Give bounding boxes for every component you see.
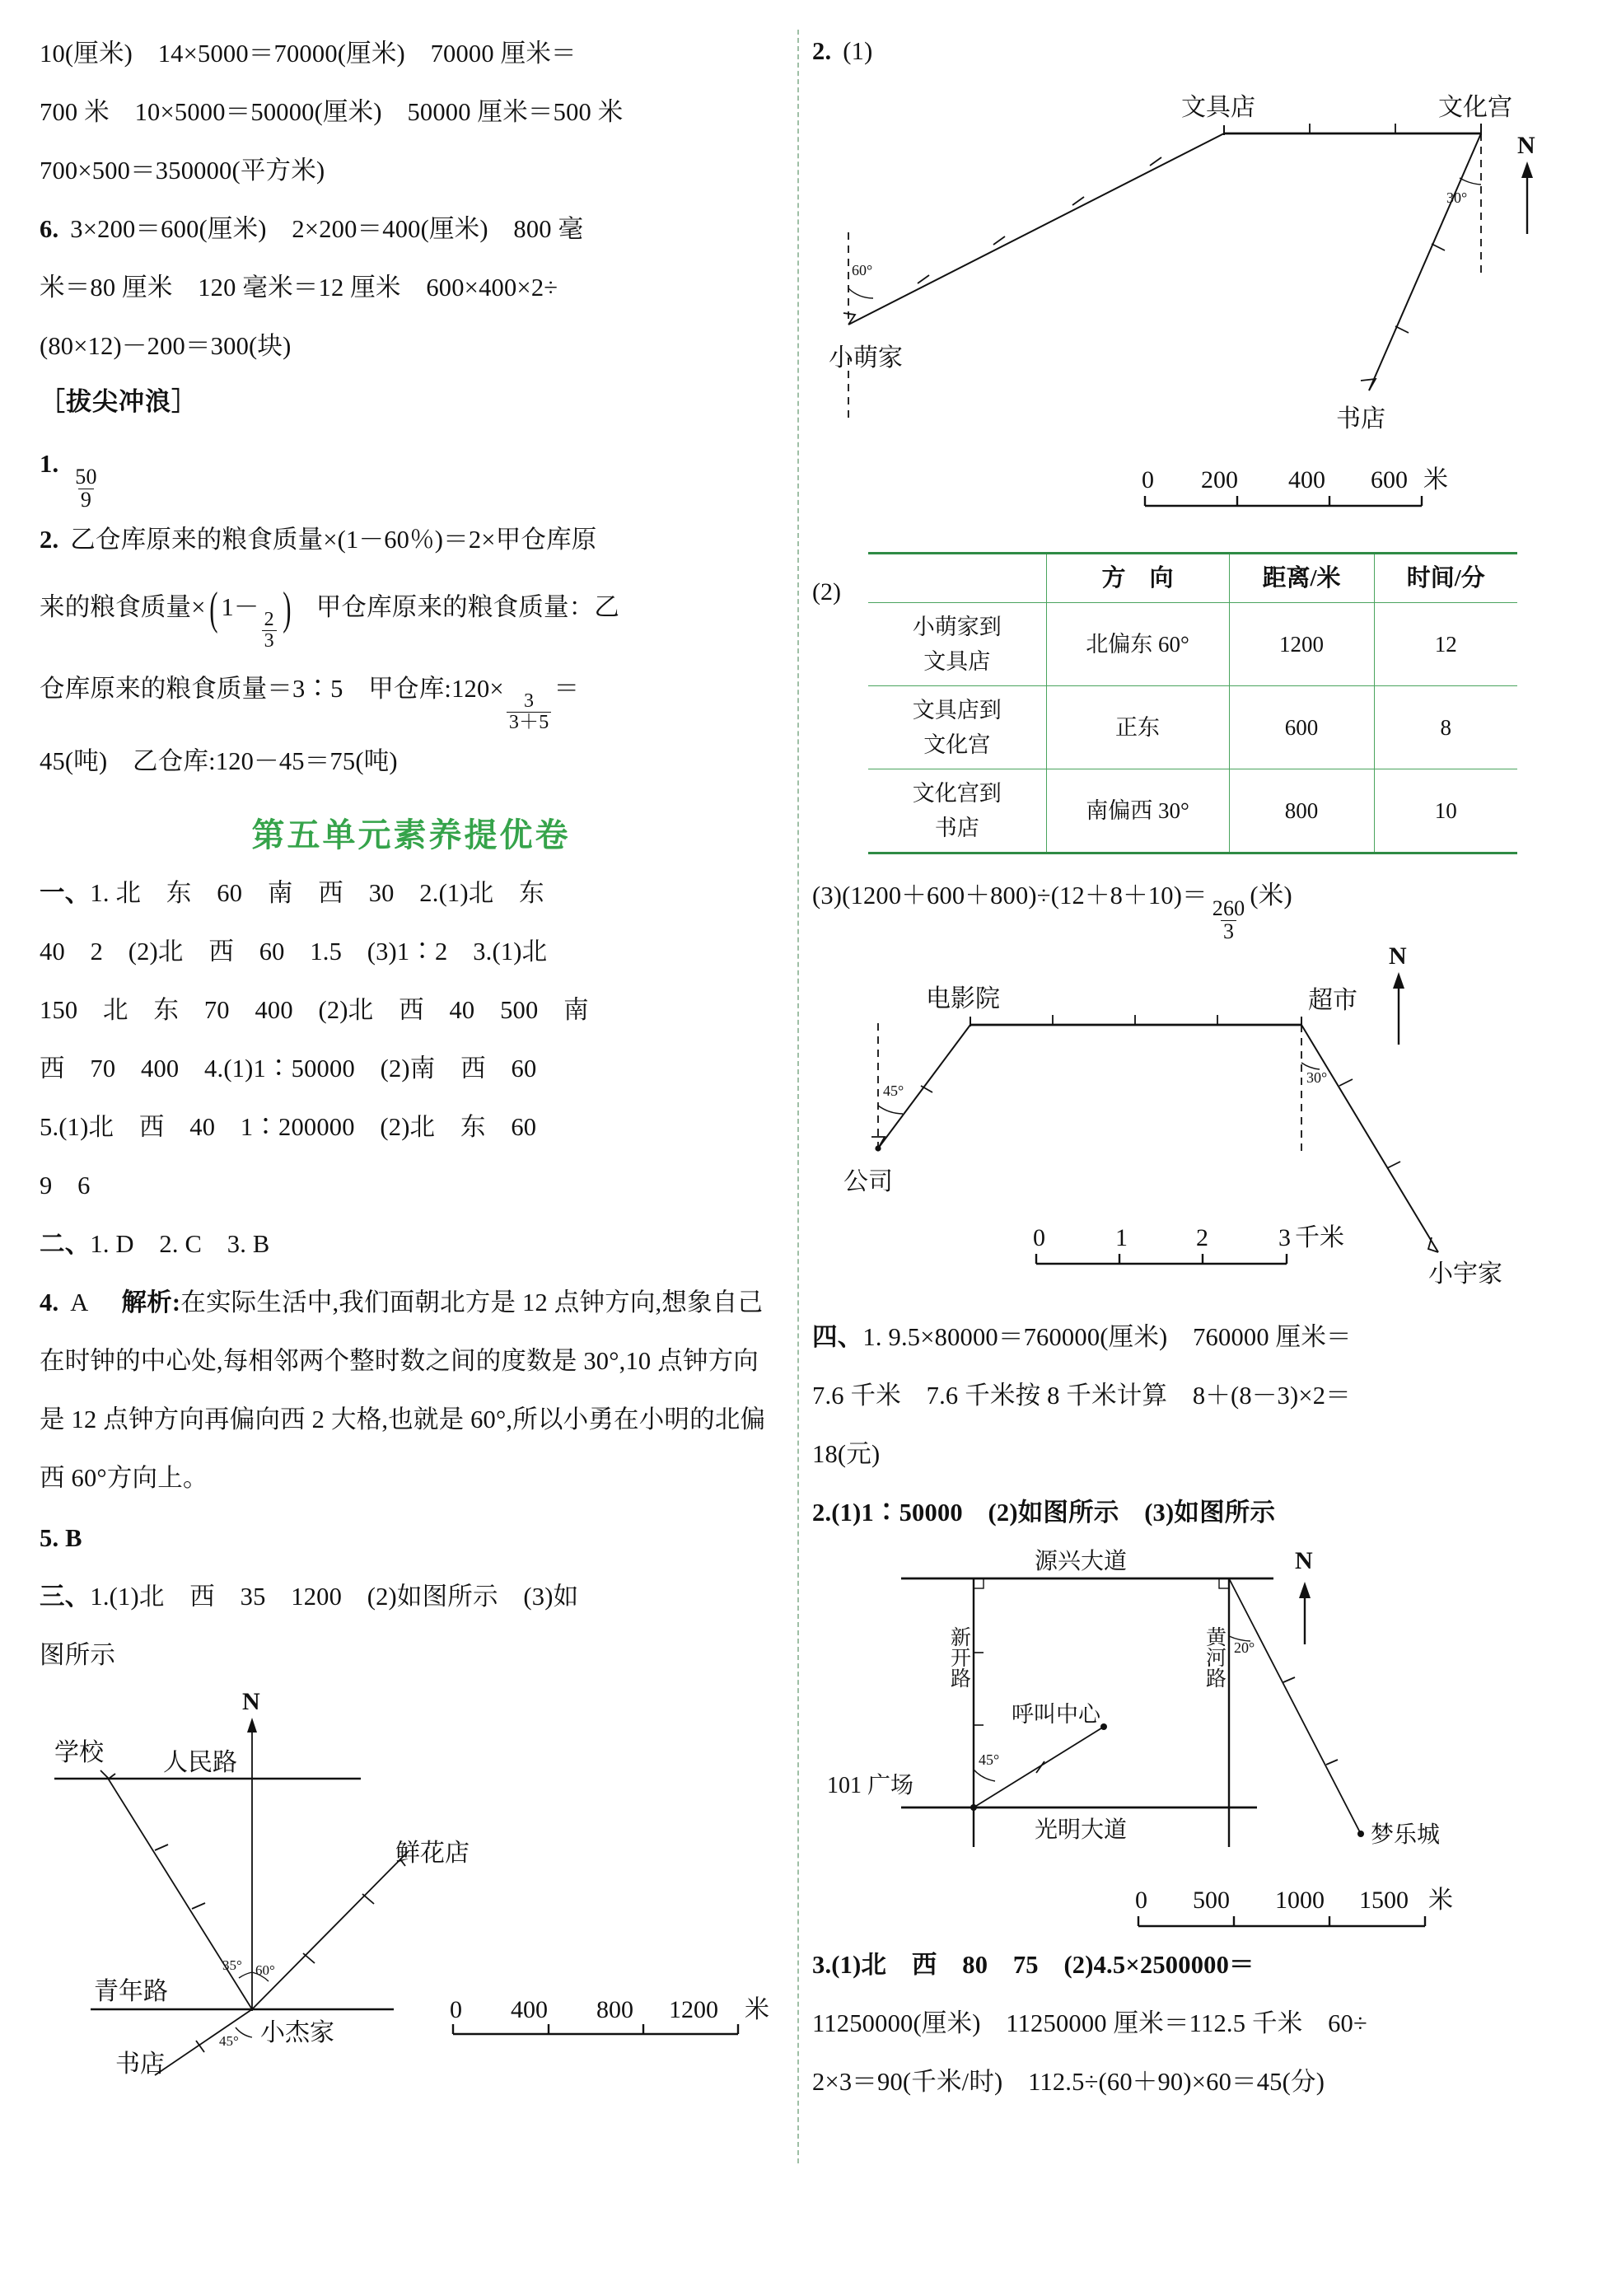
- figure-xiaojie-map: [40, 1688, 783, 2079]
- label-101-square: 101 广场: [827, 1773, 914, 1799]
- angle-30: 30°: [1446, 189, 1468, 206]
- angle-45: 45°: [979, 1751, 1000, 1769]
- section-1-line: 5.(1)北 西 40 1∶200000 (2)北 东 60: [40, 1113, 537, 1142]
- angle-60: 60°: [255, 1962, 275, 1979]
- table-row: [868, 769, 1517, 853]
- item-text: (80×12)－200＝300(块): [40, 332, 292, 360]
- label-xiaoyu-home: 小宇家: [1428, 1260, 1502, 1288]
- th-route: [868, 554, 1046, 603]
- scale-tick-1500: 1500: [1359, 1887, 1409, 1915]
- item-number: 1.: [40, 450, 59, 478]
- item-2-header: [812, 25, 1555, 77]
- route-line: 文化宫: [923, 732, 991, 757]
- scale-tick-1000: 1000: [1275, 1887, 1325, 1915]
- label-school: 学校: [54, 1739, 104, 1767]
- section-marker: 四、: [812, 1323, 863, 1352]
- item-text: 3×200＝600(厘米) 2×200＝400(厘米) 800 毫: [70, 215, 584, 243]
- route-line: 小萌家到: [912, 615, 1002, 639]
- analysis-label: 解析:: [121, 1288, 181, 1317]
- item-text: 乙仓库原来的粮食质量×(1－60％)＝2×甲仓库原: [70, 526, 597, 554]
- section-4-item-2: [812, 1484, 1555, 1542]
- expression-text: (3)(1200＋600＋800)÷(12＋8＋10)＝: [812, 881, 1208, 910]
- item-3-answer-line: [812, 1936, 1555, 1994]
- item-text: 仓库原来的粮食质量＝3∶5 甲仓库:120×: [40, 675, 504, 704]
- label-yuanxing-avenue: 源兴大道: [1035, 1549, 1128, 1575]
- cell-distance: 800: [1229, 769, 1374, 853]
- scale-bar: [1135, 1887, 1453, 1926]
- section-marker: 二、: [40, 1230, 91, 1259]
- table-label: (2): [812, 578, 841, 606]
- figure-city-roads-scale: [812, 1878, 1555, 1936]
- section-2-q4: [40, 1274, 783, 1508]
- bajian-item-2-line4: 45(吨) 乙仓库:120－45＝75(吨): [40, 747, 398, 776]
- section-3-line: [40, 1568, 783, 1626]
- figure-xiaoyu-map: [812, 938, 1555, 1308]
- scale-tick-600: 600: [1371, 466, 1408, 493]
- item-number: 2.: [40, 526, 59, 554]
- item-number: 4.: [40, 1288, 59, 1317]
- cell-route: [868, 686, 1046, 769]
- route-line: 文具店: [923, 649, 991, 674]
- section-text: 1. 北 东 60 南 西 30 2.(1)北 东: [90, 879, 544, 908]
- angle-45: 45°: [883, 1083, 904, 1100]
- scale-bar: [1033, 1224, 1344, 1264]
- item-text: 米＝80 厘米 120 毫米＝12 厘米 600×400×2÷: [40, 274, 558, 302]
- label-stationery-shop: 文具店: [1181, 94, 1255, 121]
- label-company: 公司: [843, 1168, 893, 1196]
- item-3-answer-line: 11250000(厘米) 11250000 厘米＝112.5 千米 60÷: [812, 2009, 1367, 2038]
- fraction-2-3: $\frac{2}{3}$: [262, 610, 277, 651]
- scale-tick-0: 0: [1135, 1887, 1147, 1915]
- scale-tick-200: 200: [1201, 466, 1238, 493]
- north-label: N: [242, 1688, 260, 1716]
- route-line: 文化宫到: [912, 781, 1002, 806]
- figure-xiaomeng-map: [812, 77, 1555, 547]
- item-6: [40, 200, 783, 259]
- expression-unit: (米): [1250, 881, 1292, 910]
- angle-30: 30°: [1306, 1069, 1328, 1087]
- scale-bar: [1142, 466, 1448, 506]
- section-2-line: [40, 1215, 783, 1274]
- cell-distance: 600: [1229, 686, 1374, 769]
- cell-direction: 北偏东 60°: [1046, 603, 1229, 686]
- answer-line: 700 米 10×5000＝50000(厘米) 50000 厘米＝500 米: [40, 98, 624, 126]
- scale-unit: 米: [1428, 1887, 1453, 1915]
- scale-bar: [450, 1996, 769, 2034]
- answer-letter: A: [70, 1288, 89, 1317]
- angle-20: 20°: [1234, 1639, 1255, 1657]
- item-2-3-line: [812, 854, 1555, 942]
- section-text: 1. 9.5×80000＝760000(厘米) 760000 厘米＝: [862, 1323, 1352, 1352]
- left-column: [40, 25, 783, 2280]
- column-divider: [797, 30, 799, 2163]
- equals: ＝: [554, 675, 580, 704]
- label-xinkai-road: 新开路: [947, 1626, 970, 1689]
- north-label: N: [1517, 132, 1535, 159]
- section-2-q5: [40, 1509, 783, 1568]
- scale-tick-800: 800: [596, 1996, 633, 2024]
- fraction-3-over-3plus5: $\frac{3}{3+5}$: [507, 691, 552, 732]
- label-supermarket: 超市: [1308, 987, 1357, 1015]
- label-cinema: 电影院: [926, 985, 1000, 1013]
- angle-60: 60°: [852, 262, 873, 278]
- label-renmin-road: 人民路: [163, 1749, 237, 1777]
- item-3-answer-line: 2×3＝90(千米/时) 112.5÷(60＋90)×60＝45(分): [812, 2068, 1325, 2097]
- label-guangming-avenue: 光明大道: [1035, 1817, 1128, 1844]
- section-4-line: 7.6 千米 7.6 千米按 8 千米计算 8＋(8－3)×2＝: [812, 1382, 1351, 1410]
- cell-time: 10: [1374, 769, 1517, 853]
- cell-route: [868, 603, 1046, 686]
- th-time: 时间/分: [1374, 554, 1517, 603]
- label-flower-shop: 鲜花店: [395, 1840, 470, 1868]
- cell-time: 8: [1374, 686, 1517, 769]
- answer-line: 10(厘米) 14×5000＝70000(厘米) 70000 厘米＝: [40, 40, 577, 68]
- table-row: [868, 686, 1517, 769]
- sub-number: (1): [843, 37, 873, 65]
- cell-direction: 南偏西 30°: [1046, 769, 1229, 853]
- section-marker: 一、: [40, 879, 91, 908]
- item-number: 2.: [812, 37, 832, 65]
- angle-35: 35°: [222, 1957, 242, 1974]
- table-header-row: [868, 554, 1517, 603]
- paper-title: 第五单元素养提优卷: [251, 816, 571, 854]
- th-direction: 方 向: [1046, 554, 1229, 603]
- section-text: 1.(1)北 西 35 1200 (2)如图所示 (3)如: [90, 1583, 579, 1611]
- cell-direction: 正东: [1046, 686, 1229, 769]
- north-label: N: [1295, 1547, 1313, 1575]
- item-text: 甲仓库原来的粮食质量：乙: [315, 593, 620, 622]
- distance-time-table: [868, 552, 1517, 854]
- angle-45: 45°: [219, 2033, 239, 2050]
- label-mengle-city: 梦乐城: [1371, 1822, 1441, 1849]
- fraction-50-9: $\frac{50}{9}$: [75, 465, 97, 512]
- item-text: 来的粮食质量×: [40, 593, 206, 622]
- section-3-line: 图所示: [40, 1641, 116, 1670]
- fraction-260-3: $\frac{260}{3}$: [1212, 896, 1245, 943]
- scale-tick-400: 400: [511, 1996, 548, 2024]
- item-text: 3.(1)北 西 80 75 (2)4.5×2500000＝: [812, 1951, 1255, 1980]
- label-culture-palace: 文化宫: [1438, 94, 1512, 121]
- section-text: 1. D 2. C 3. B: [90, 1230, 270, 1259]
- label-call-center: 呼叫中心: [1012, 1702, 1100, 1728]
- section-marker: 三、: [40, 1583, 91, 1611]
- cell-distance: 1200: [1229, 603, 1374, 686]
- th-distance: 距离/米: [1229, 554, 1374, 603]
- scale-tick-2: 2: [1196, 1224, 1208, 1252]
- section-heading-bajian: ［拔尖冲浪］: [40, 387, 198, 416]
- route-line: 文具店到: [912, 698, 1002, 722]
- scale-unit: 米: [1423, 466, 1448, 493]
- scale-unit: 千米: [1295, 1224, 1344, 1252]
- cell-route: [868, 769, 1046, 853]
- analysis-text: 在实际生活中,我们面朝北方是 12 点钟方向,想象自己在时钟的中心处,每相邻两个整时数之间的度数是 30°,10 点钟方向是 12 点钟方向再偏向西 2 大格,也就是 60°,所以小勇在小明的北偏西 60°方向上。: [40, 1288, 766, 1493]
- label-bookstore: 书店: [1336, 405, 1385, 433]
- section-1-line: 西 70 400 4.(1)1∶50000 (2)南 西 60: [40, 1054, 537, 1083]
- q5: 5. B: [40, 1524, 82, 1553]
- distance-time-table-wrapper: [812, 552, 1555, 854]
- section-1-line: [40, 864, 783, 923]
- bajian-item-2-line2: 来的粮食质量×( 1－ $\frac{2}{3}$ ) 甲仓库原来的粮食质量：乙: [40, 583, 620, 652]
- paren-lead: 1－: [221, 593, 259, 622]
- scale-tick-500: 500: [1193, 1887, 1230, 1915]
- scale-tick-1200: 1200: [669, 1996, 718, 2024]
- scale-tick-400: 400: [1288, 466, 1325, 493]
- section-1-line: 150 北 东 70 400 (2)北 西 40 500 南: [40, 996, 589, 1025]
- section-4-line: [812, 1308, 1555, 1367]
- label-huanghe-road: 黄河路: [1203, 1626, 1226, 1689]
- item-number: 6.: [40, 215, 59, 243]
- section-1-line: 9 6: [40, 1171, 91, 1200]
- figure-city-roads-map: [812, 1544, 1555, 1882]
- route-line: 书店: [934, 816, 979, 840]
- bajian-item-2: [40, 511, 783, 569]
- section-4-line: 18(元): [812, 1440, 881, 1469]
- label-xiaomeng-home: 小萌家: [829, 344, 903, 372]
- cell-time: 12: [1374, 603, 1517, 686]
- item-text: 2.(1)1∶50000 (2)如图所示 (3)如图所示: [812, 1499, 1276, 1527]
- answer-line: 700×500＝350000(平方米): [40, 157, 325, 185]
- scale-tick-0: 0: [450, 1996, 462, 2024]
- scale-unit: 米: [745, 1996, 769, 2024]
- scale-tick-0: 0: [1142, 466, 1154, 493]
- label-bookstore: 书店: [115, 2051, 165, 2079]
- right-column: [812, 25, 1555, 2280]
- north-label: N: [1389, 942, 1407, 970]
- scale-tick-1: 1: [1115, 1224, 1128, 1252]
- table-row: [868, 603, 1517, 686]
- label-qingnian-road: 青年路: [94, 1978, 168, 2006]
- bajian-item-1: [40, 428, 783, 511]
- scale-tick-0: 0: [1033, 1224, 1045, 1252]
- scale-tick-3: 3: [1278, 1224, 1291, 1252]
- section-1-line: 40 2 (2)北 西 60 1.5 (3)1∶2 3.(1)北: [40, 938, 548, 966]
- bajian-item-2-line3: [40, 651, 783, 732]
- label-xiaojie-home: 小杰家: [260, 2019, 334, 2047]
